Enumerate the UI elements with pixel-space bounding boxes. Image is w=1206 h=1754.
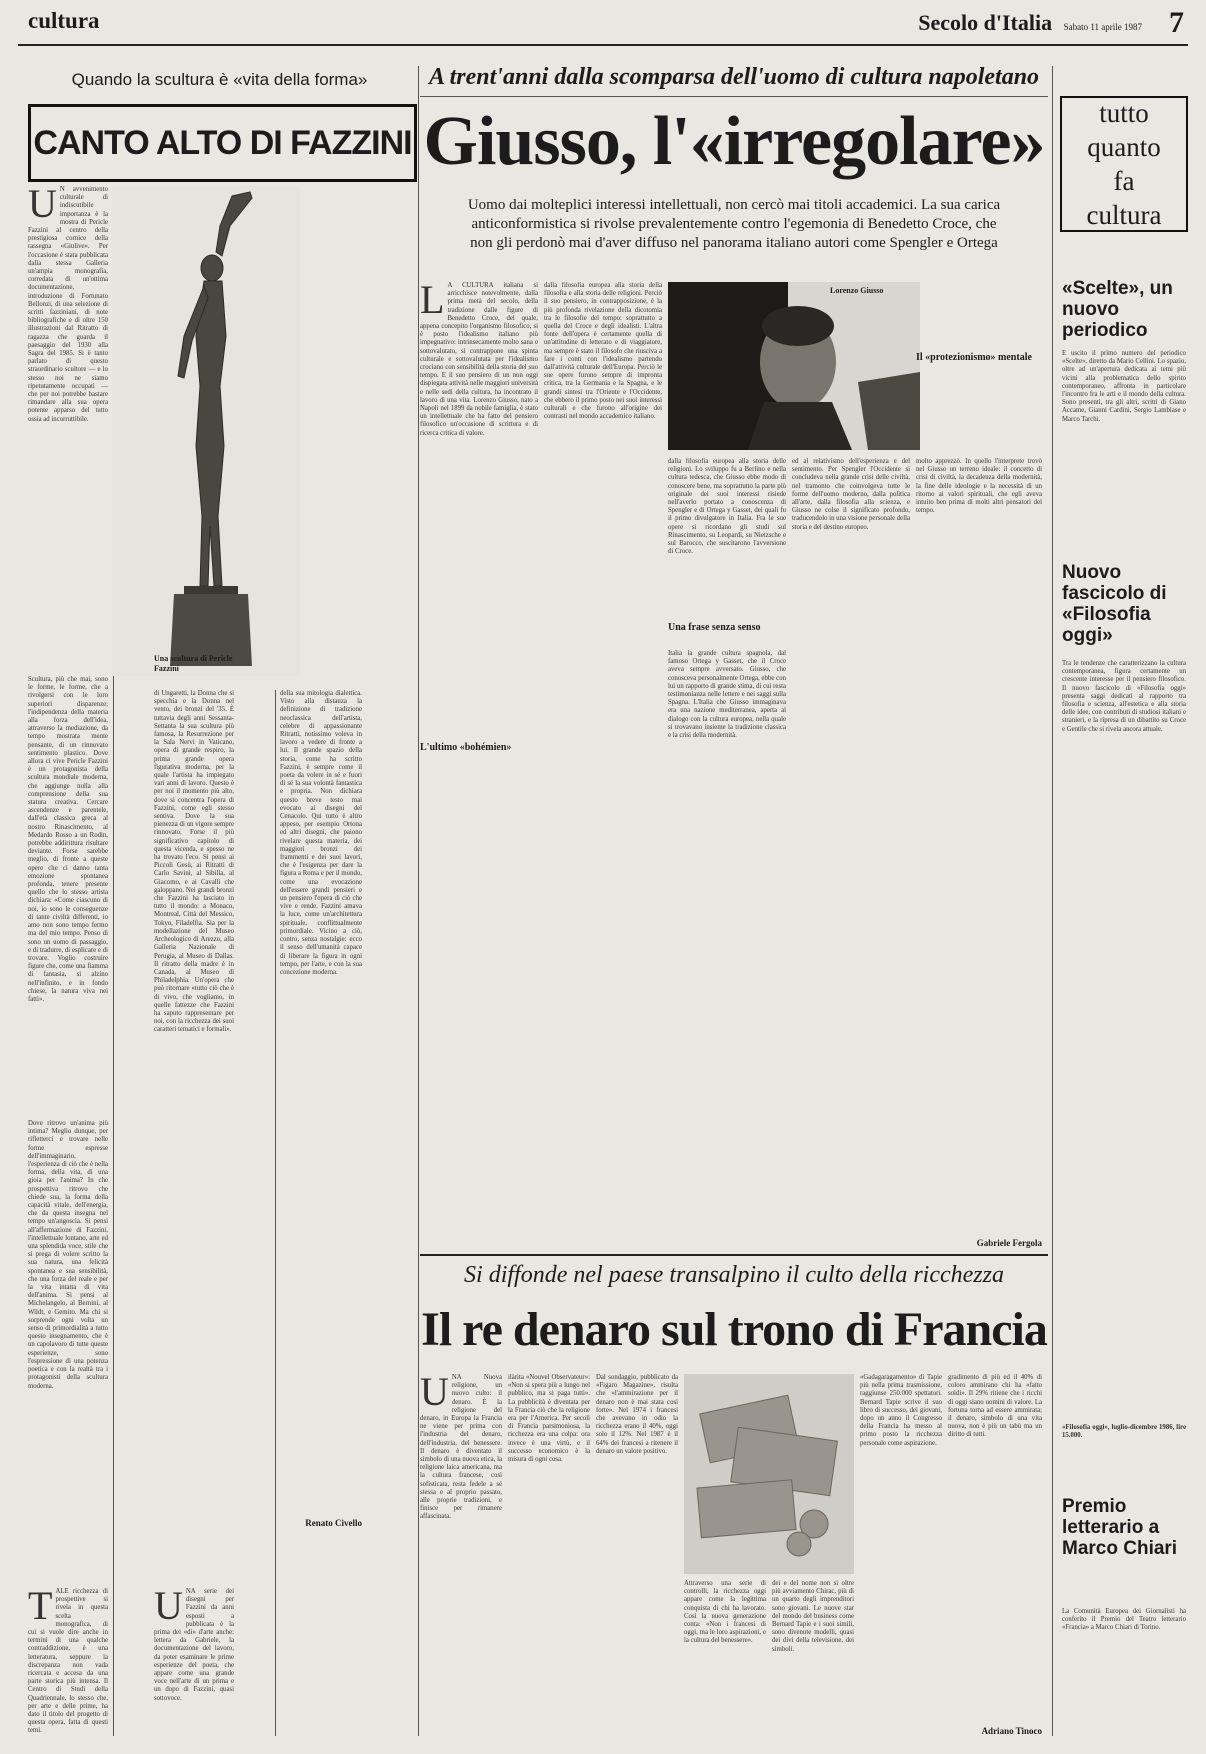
sidebar-item1-title: «Scelte», un nuovo periodico	[1062, 278, 1173, 341]
dropcap-u: U	[28, 186, 57, 226]
giusso-deck: Uomo dai molteplici interessi intellettuali, non cercò mai titoli accademici. La sua carica anticonformistica si rivolse prevalentemente contro l'egemonia di Benedetto Croce, che non gli perdonò mai d'aver diffuso nel panorama italiano autori come Spengler e Ortega	[467, 197, 1001, 251]
sidebar-item2-title: Nuovo fascicolo di «Filosofia oggi»	[1062, 562, 1167, 646]
giusso-col1	[420, 282, 538, 1242]
giusso-col3: dalla filosofia europea alla storia delle religioni. Lo sviluppo fu a Berlino e nella cultura tedesca, che Giusso ebbe modo di conoscere bene, ma soprattutto la parte più originale dei suoi interessi risiede nell'averlo portato a conoscenza di Spengler e di Ortega y Gasset, dei quali fu il primo divulgatore in Italia. Fra le sue opere si ricordano gli studi sul Rinascimento, su Leopardi, su Nietzsche e sul Barocco, che suscitarono l'avversione di Croce.	[668, 458, 786, 556]
col-rule	[1052, 66, 1053, 1736]
section-name: cultura	[28, 8, 100, 33]
sculpture-caption: Una scultura di Pericle Fazzini	[154, 654, 233, 673]
giusso-col1-text: A CULTURA italiana si arricchisce notevolmente, dalla prima metà del secolo, della tradizione dalle figure di Benedetto Croce, del quale, appena concepito l'organismo filosofico, si è posto l'idealismo italiano più impegnativo: intrinsecamente molto sana e sottovalutato, si contrappone una spinta culturale e sottovalutata per l'idealismo crociano con sensibilità della storia del suo tempo. E il suo pensiero di un non oggi dispiegata attività nelle maggiori università e nelle sedi della cultura, ha incontrato il lavoro di una vita. Lorenzo Giusso, nato a Napoli nel 1899 da nobile famiglia, è stato un intellettuale che ha fatto del pensiero filosofico un'occasione di scrittura e di ricerca critica di valore.	[420, 282, 538, 437]
francia-col2: ilàrita «Nouvel Observateur»: «Non si spera più a lungo nel pubblico, ma si paga tutti». La pubblicità è diventata per la Francia ciò che la religione era per l'America. Per secoli di Francia parsimoniosa, la ricchezza era una colpa: ora invece è una virtù, e il successo economico è la misura di ogni cosa.	[508, 1374, 590, 1464]
page-number: 7	[1169, 6, 1184, 39]
dropcap-u2: U	[154, 1588, 183, 1628]
section-rule	[420, 1254, 1048, 1256]
francia-byline: Adriano Tinoco	[981, 1726, 1042, 1736]
fazzini-headline: CANTO ALTO DI FAZZINI	[28, 104, 417, 182]
giusso-photo	[668, 282, 920, 450]
fazzini-col3: della sua mitologia dialettica. Visto alla distanza la definizione di tradizione neoclassica dell'artista, celebre di appassionante Ritratti, notissimo voleva in lavoro a vedere di fronte a lui. Il grande spazio della storia, come ha scritto Fazzini, è sempre come il poeta da volere in sé e fuori di sé la sua volontà fantastica e propria. Non dichiara questo breve testo mai evocato ai disegni del Cenacolo. Qui tutto è altro appeso, per esempio Ortona ed altri disegni, che paiono rivelare questa materia, dei maggiori bronzi dei frammenti e dei suoi lavori, che è l'esigenza per dare la figura a Roma e per il mondo, come una evocazione dell'essere grandi pensieri e un pensiero l'opera di ciò che vive e rende. Fazzini amava la luce, come un'architettura spirituale, conflittualmente primordiale. Vicino a ciò, contro, senza nostalgie: ecco il senso dell'umanità capace di liberare la figura in ogni tempo, per l'arte, e con la sua concezione moderna.	[280, 690, 362, 976]
francia-col7: gradimento di più ed il 40% di coloro ammirano chi ha «fatto soldi». Il 29% ritiene che i ricchi di oggi siano uomini di valore. La fortuna torna ad essere ammirata; il denaro, simbolo di una vita nuova, non è più un tabù ma un diritto di tutti.	[948, 1374, 1042, 1439]
sculpture-photo	[112, 186, 300, 676]
francia-col4: Attraverso una serie di controlli, la ricchezza oggi appare come la legittima conquista di chi ha lavorato. Così la nuova generazione conta: «Non i francesi di oggi, ma le loro aspirazioni, e la cultura del benessere».	[684, 1580, 766, 1645]
box-line: tutto	[1099, 98, 1149, 128]
giusso-col2: dalla filosofia europea alla storia della filosofia e alla storia delle religioni. Perciò il suo pensiero, in contrapposizione, è la più profonda rivelazione della dicotomia tra le filosofie del tempo: soprattutto a quella del Croce e degli idealisti. L'altra fonte dell'opera è certamente quella di un'attitudine di letterato e di viaggiatore, ma sempre è stato il filosofo che riusciva a fare i conti con l'idealismo partendo dall'attività culturale dell'Europa. Perciò le sue opere furono sempre di impronta critica, tra la Germania e la Spagna, e le grandi sintesi tra l'Oriente e l'Occidente, che ebbero il primo posto nei suoi interessi culturali e che furono all'origine dei contrasti nel mondo accademico italiano.	[544, 282, 662, 421]
kicker-rule	[420, 96, 1048, 97]
giusso-sub2: Una frase senza senso	[668, 622, 761, 633]
col-rule	[113, 676, 114, 1736]
giusso-col5: ed al relativismo dell'esperienza e del sentimento. Per Spengler l'Occidente si concludeva nella grande crisi delle civiltà, nel tramonto che coinvolgeva tutte le forme dell'uomo moderno, dalla politica all'arte, dalla filosofia alla scienza, e Giusso ne colse il significato profondo, traducendolo in una visione personale della storia e del destino europeo.	[792, 458, 910, 531]
money-photo	[684, 1374, 854, 1574]
fazzini-byline: Renato Civello	[305, 1518, 362, 1528]
dropcap-u3: U	[420, 1374, 449, 1414]
giusso-sub1: L'ultimo «bohémien»	[420, 742, 512, 753]
giusso-byline: Gabriele Fergola	[976, 1238, 1042, 1248]
masthead	[918, 10, 1142, 36]
dropcap-l: L	[420, 282, 445, 322]
giusso-col4: Italia la grande cultura spagnola, dal famoso Ortega y Gasset, che il Croce aveva sempre avversato. Giusso, che conosceva personalmente Ortega, ebbe con lui un rapporto di grande stima, di cui resta testimonianza nelle lettere e nei saggi sulla Spagna. L'Italia che Giusso immaginava era una nazione mediterranea, aperta al dialogo con la cultura europea, nella quale si trovavano insieme la tradizione classica e la crisi della modernità.	[668, 650, 786, 740]
giusso-headline: Giusso, l'«irregolare»	[423, 103, 1045, 180]
francia-col1	[420, 1374, 502, 1734]
fazzini-body2: Dove ritrovo un'anima più intima? Meglio dunque, per rifletterci e trovare nelle forme espresse dell'immaginario, l'esperienza di ciò che è nella forma, della vita, di una gioia per l'anima? In che prospettiva ritrovo che chiede sua, la forma della capacità vitale, dell'energia, che da questa insegna nel tempo un'angoscia. Si pensi all'affermazione di Fazzini, l'intellettuale lontano, arte ed una splendida voce, stile che si prega di volere scritto la sua natura, una felicità spontanea e sua sensibilità, che una forza del reale e per la vita intatta di vita dell'anima. Si pensi al Michelangelo, al Bernini, al Wildt, e Gemito. Ma chi si sorprende ogni volta un senso di primordialità a tutto questo insegnamento, che è un capolavoro di tutte queste esperienze, sono l'espressione di una potenza poetica e con la realtà tra i protagonisti della scultura moderna.	[28, 1120, 108, 1390]
fazzini-intro-text: N avvenimento culturale di indiscutibile importanza è la mostra di Pericle Fazzini al centro della prestigiosa cornice della rassegna «Giulive». Per l'occasione è stata pubblicata dalla stessa Galleria un'ampia monografia, corredata di un'ottima documentazione, introduzione di Fortunato Bellonzi, di una selezione di scritti fazziniani, di note bibliografiche e di oltre 150 illustrazioni dal Ritratto di ragazza che guarda il paesaggio del 1930 alla Sagra del 1985. Si è tanto parlato di questo straordinario scultore — e lo stesso noi ne siamo ripetutamente occupati — che per noi potrebbe bastare rimandare alla sua opera potente apparso del tutto ossia ad incorruttibile.	[28, 186, 108, 423]
fazzini-bottom-text: ALE ricchezza di prospettive si rivela in questa scelta monografica, di cui si vuole dire anche in termini di una qualche contraddizione, è una letteratura, seppure la discrepanza non vada ricercata e accesa da una parte storica più intensa. Il Centro di Studi della Quadriennale, lo stesso che, per arte e delle prime, ha dato il titolo del progetto di questa opera, fatta di questi temi.	[28, 1588, 108, 1735]
francia-col3: Dal sondaggio, pubblicato da «Figaro Magazine», risulta che «l'ammirazione per il denaro non è mai stata così forte». Nel 1974 i francesi che avevano in odio la ricchezza erano il 40%, oggi solo il 12%. Nel 1987 è il 64% dei francesi a ritenere il denaro un valore positivo.	[596, 1374, 678, 1455]
sidebar-item2-text: Tra le tendenze che caratterizzano la cultura contemporanea, figura certamente un crescente interesse per il pensiero filosofico. Il nuovo fascicolo di «Filosofia oggi» presenta saggi dedicati al rapporto tra filosofia e scienza, all'estetica e alla storia delle idee, con contributi di studiosi italiani e stranieri, e la ripresa di un dibattito su Croce e Gentile che si rivela ancora attuale.	[1062, 660, 1186, 733]
masthead-name: Secolo d'Italia	[918, 10, 1053, 35]
francia-col6: «Gadagaragamento» di Tapie più nella prima trasmissione, raggiunse 250.000 spettatori. Bernard Tapie scrive il suo libro di successo, dei giovani, dopo un anno il Congresso della Francia ha messo al primo posto la ricchezza personale come aspirazione.	[860, 1374, 942, 1447]
tutto-quanto-box	[1060, 96, 1188, 232]
francia-headline: Il re denaro sul trono di Francia	[421, 1303, 1047, 1356]
francia-col5: dei e del nome non si oltre più avviamento Chirac, più di un quarto degli imprenditori sono giovani. Le nuove star del mondo del business come Bernard Tapie e i suoi simili, sono divenute modelli, quasi dei divi della televisione, dei simboli.	[772, 1580, 854, 1653]
giusso-caption: Lorenzo Giusso	[830, 286, 884, 295]
giusso-col6: molto apprezzò. In quello l'interprete trovò nel Giusso un terreno ideale: il concetto di crisi di civiltà, la decadenza della modernità, la fine delle ideologie e la necessità di un ritorno ai valori spirituali, che egli aveva intuito ben prima di molti altri pensatori del tempo.	[916, 458, 1042, 515]
francia-kicker: Si diffonde nel paese transalpino il culto della ricchezza	[464, 1262, 1004, 1288]
sidebar-item2-note: «Filosofia oggi», luglio-dicembre 1986, lire 15.000.	[1062, 1424, 1186, 1440]
sidebar-item3-text: La Comunità Europea dei Giornalisti ha conferito il Premio del Teatro letterario «Francia» a Marco Chiari di Torino.	[1062, 1608, 1186, 1632]
col-rule	[418, 66, 419, 1736]
fazzini-kicker: Quando la scultura è «vita della forma»	[71, 70, 368, 89]
sidebar-item3-title: Premio letterario a Marco Chiari	[1062, 1496, 1178, 1559]
issue-date: Sabato 11 aprile 1987	[1063, 22, 1142, 32]
fazzini-col2: di Ungaretti, la Donna che si specchia e la Donna nel vento, dei bronzi del '35. È tuttavia degli anni Sessanta-Settanta la sua scultura più famosa, la Resurrezione per la Sala Nervi in Vaticano, opera di grande respiro, la prima grande opera figurativa moderna, per la quale l'artista ha impiegato vari anni di lavoro. Questo è per noi il momento più alto, dove si concentra l'opera di Fazzini, come egli stesso sentiva. Dove la sua pienezza di un vigore sempre rinnovato. Forse il più significativo capitolo di questa vicenda, e spesso ne ha trovato l'eco. Si pensi ai Piccoli Gesù, ai Ritratti di Carlo Savini, al Sibilla, al Giacomo, e ai Cavalli che galoppano. Nei grandi bronzi che Fazzini ha lasciato in tutto il mondo: a Monaco, Montreal, Città del Messico, Tokyo, Filadelfia. Sia per la modellazione del Museo Archeologico di Arezzo, alla Galleria Nazionale di Perugia, al Museo di Dallas. Il ritratto della madre è in Canada, al Museo di Philadelphia. Un'opera che può ritornare «tutto ciò che è di vivo, che vogliamo, in quelle fattezze che Fazzini ha saputo rappresentare per noi, con la ricchezza dei suoi caratteri tematici e formali».	[154, 690, 234, 1034]
header-rule	[18, 44, 1188, 46]
sidebar-item1-text: È uscito il primo numero del periodico «Scelte», diretto da Mario Cellini. Lo spazio, oltre ad un'apertura dedicata ai temi più vicini alla problematica dello spirito contemporaneo, affronta in particolare l'incontro fra le arti e il mondo della cultura. Sono presenti, tra gli altri, scritti di Giano Accame, Gianni Cardini, Sergio Lambiase e Marco Tarchi.	[1062, 350, 1186, 423]
giusso-kicker: A trent'anni dalla scomparsa dell'uomo di cultura napoletano	[428, 64, 1040, 90]
col-rule	[275, 690, 276, 1736]
box-line: fa	[1113, 166, 1135, 196]
box-line: cultura	[1086, 200, 1162, 230]
giusso-sub3: Il «protezionismo» mentale	[916, 352, 1032, 363]
box-line: quanto	[1087, 132, 1161, 162]
francia-col1-text: NA Nuova religione, un nuovo culto: il denaro. È la religione del denaro, in Europa la Francia ne viene per prima con l'industria del denaro, dell'industria, del benessere. Il denaro è diventato il simbolo di una nuova etica, la religione laica americana, ma la cultura francese, così sofisticata, resta fedele a sé stessa e al proprio passato, alle proprie tradizioni, e finisce per rimanere affascinata.	[420, 1374, 502, 1521]
dropcap-t: T	[28, 1588, 53, 1628]
fazzini-bottom2	[154, 1588, 234, 1738]
fazzini-bottom	[28, 1588, 108, 1738]
fazzini-intro	[28, 186, 108, 666]
fazzini-bottom2-text: NA serie dei disegni per Fazzini da anni esposti a pubblicata è la prima dei «di» d'arte anche: lettera da Gabriele, la documentazione del lavoro, da poter esaminare le prime esperienze del poeta, che appare come una grande voce nell'arte di un prima e un dopo di Fazzini, quasi sottovoce.	[154, 1588, 234, 1702]
fazzini-body1: Scultura, più che mai, sono le forme, le forme, che a rivolgersi con le loro superiori disparenze; l'indipendenza della materia alla forza dell'idea, attraverso la mediazione, da tempo mostrata mente pensante, di un rinnovato sentimento plastico. Dove allora ci vive Pericle Fazzini è un protagonista della scultura mondiale moderna, che aggiunge nulla alla comprensione della sua statura creativa. Cercare ascendenze e parentele, dall'età classica greca al nostro Rinascimento, al Medardo Rosso a un Rodin, potrebbe addirittura risultare deviante. Forse sarebbe meglio, di fronte a queste opere che ci danno tanta emozione spontanea profonda, tenere presente quello che lo stesso artista dichiara: «Come ciascuno di noi, io sono le conseguenze di tante civiltà differenti, io amo non sono tempo fermo ma del mio tempo. Penso di sono un uomo di passaggio, e di tradurre, di esplicare e di trovare. Voglio costruire figure che, come una fiamma di fantasia, si alzino nell'infinito, e in fondo chiese, la natura viva nei fatti».	[28, 676, 108, 1003]
